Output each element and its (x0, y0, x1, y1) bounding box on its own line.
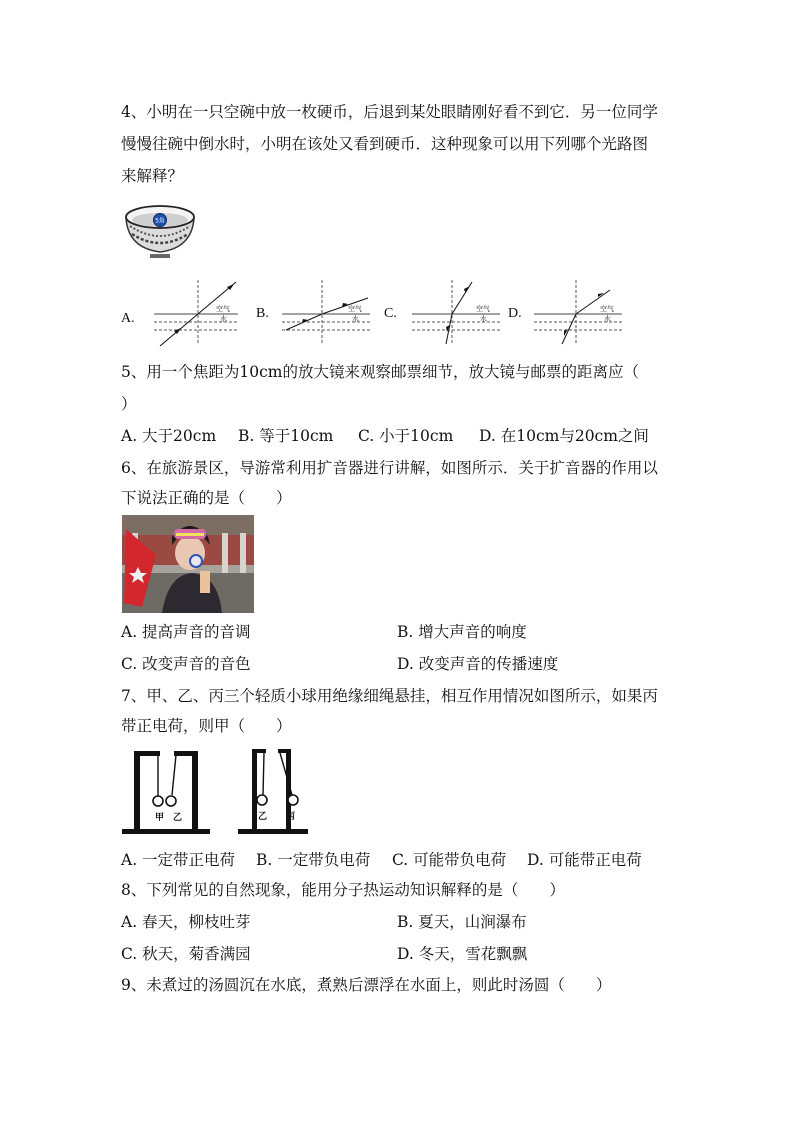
charged-balls-diagram-2 (236, 745, 310, 837)
q6-option-b: B. 增大声音的响度 (397, 623, 527, 641)
bowl-coin-image (122, 200, 198, 260)
svg-text:空气: 空气 (216, 305, 230, 313)
svg-text:乙: 乙 (258, 812, 268, 822)
q8-option-b: B. 夏天，山涧瀑布 (397, 913, 527, 931)
svg-text:空气: 空气 (600, 305, 614, 313)
svg-text:甲: 甲 (155, 813, 165, 823)
q5-option-d: D. 在10cm与20cm之间 (479, 427, 649, 445)
q8-text-line1: 8、下列常见的自然现象，能用分子热运动知识解释的是（ ） (121, 881, 565, 899)
q7-option-c: C. 可能带负电荷 (392, 851, 507, 869)
q6-option-a: A. 提高声音的音调 (121, 623, 251, 641)
megaphone-icon (190, 555, 202, 567)
q5-text-line2: ） (121, 395, 137, 413)
q4-text-line2: 慢慢往碗中倒水时，小明在该处又看到硬币．这种现象可以用下列哪个光路图 (121, 135, 649, 153)
q8-option-d: D. 冬天，雪花飘飘 (397, 945, 528, 963)
q9-text-line1: 9、未煮过的汤圆沉在水底，煮熟后漂浮在水面上，则此时汤圆（ ） (121, 976, 612, 994)
q6-option-d: D. 改变声音的传播速度 (397, 655, 559, 673)
q4-option-d-label: D. (508, 306, 522, 321)
q5-option-b: B. 等于10cm (238, 427, 334, 445)
svg-text:水: 水 (604, 315, 611, 323)
ray-diagram-d (532, 278, 624, 348)
svg-text:5角: 5角 (155, 217, 165, 225)
svg-text:空气: 空气 (348, 305, 362, 313)
svg-text:水: 水 (220, 315, 227, 323)
q8-option-a: A. 春天，柳枝吐芽 (121, 913, 251, 931)
q7-option-b: B. 一定带负电荷 (256, 851, 371, 869)
q4-option-c-label: C. (384, 306, 397, 321)
svg-text:丙: 丙 (286, 812, 296, 822)
svg-text:水: 水 (352, 315, 359, 323)
q6-option-c: C. 改变声音的音色 (121, 655, 251, 673)
q4-text-line1: 4、小明在一只空碗中放一枚硬币，后退到某处眼睛刚好看不到它．另一位同学 (121, 103, 658, 121)
ray-diagram-c (410, 278, 502, 348)
ray-diagram-b (280, 278, 372, 348)
q7-option-a: A. 一定带正电荷 (121, 851, 236, 869)
q7-text-line2: 带正电荷，则甲（ ） (121, 717, 292, 735)
q4-option-b-label: B. (256, 306, 269, 321)
q6-text-line1: 6、在旅游景区，导游常利用扩音器进行讲解，如图所示．关于扩音器的作用以 (121, 459, 658, 477)
q6-text-line2: 下说法正确的是（ ） (121, 489, 292, 507)
q5-text-line1: 5、用一个焦距为10cm的放大镜来观察邮票细节，放大镜与邮票的距离应（ (121, 363, 639, 381)
charged-balls-diagram-1 (118, 745, 218, 837)
svg-text:水: 水 (480, 315, 487, 323)
q5-option-a: A. 大于20cm (121, 427, 217, 445)
q7-option-d: D. 可能带正电荷 (527, 851, 642, 869)
q4-option-a-label: A. (121, 311, 135, 326)
q5-option-c: C. 小于10cm (358, 427, 454, 445)
ray-diagram-a (150, 278, 242, 348)
q7-text-line1: 7、甲、乙、丙三个轻质小球用绝缘细绳悬挂，相互作用情况如图所示，如果丙 (121, 687, 658, 705)
tour-guide-megaphone-photo (122, 515, 254, 613)
q8-option-c: C. 秋天，菊香满园 (121, 945, 251, 963)
svg-text:乙: 乙 (173, 813, 183, 823)
q4-text-line3: 来解释？ (121, 167, 184, 185)
svg-text:空气: 空气 (476, 305, 490, 313)
